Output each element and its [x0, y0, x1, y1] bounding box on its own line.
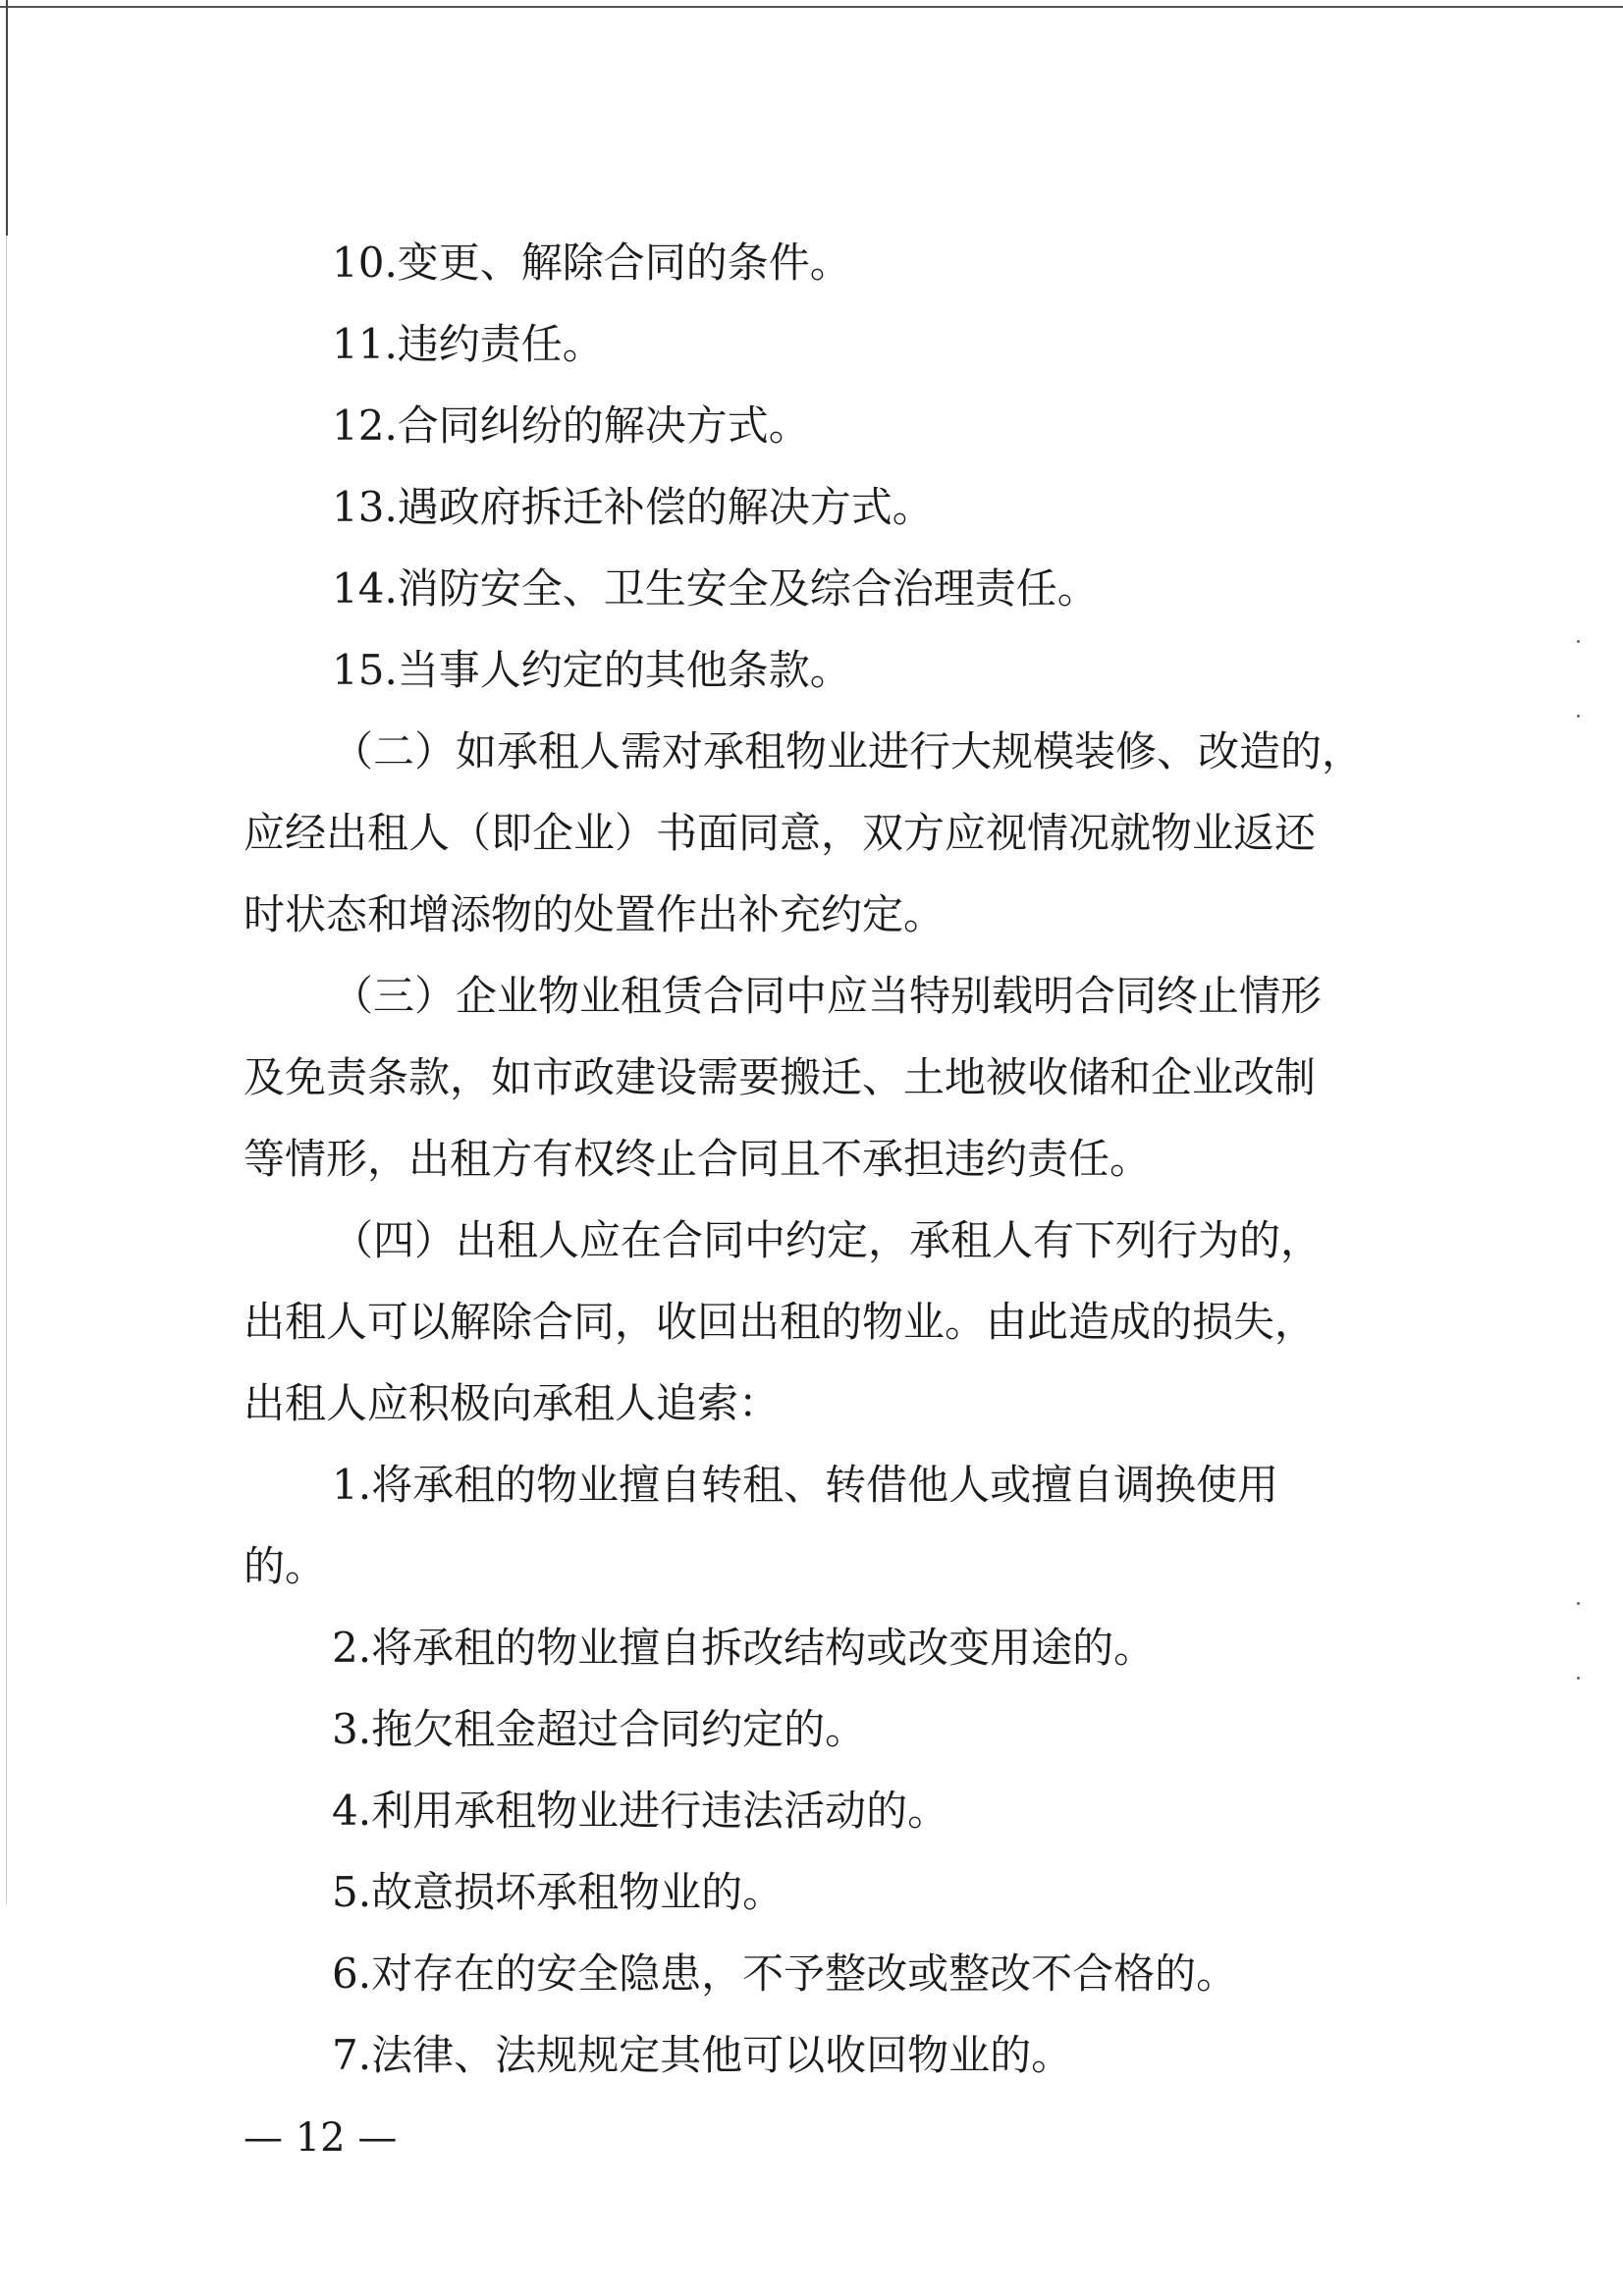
scan-speck — [1577, 640, 1580, 643]
list-item-line: 7.法律、法规规定其他可以收回物业的。 — [332, 2031, 1073, 2079]
list-item-line: 6.对存在的安全隐患，不予整改或整改不合格的。 — [332, 1949, 1238, 1998]
scan-left-border — [6, 0, 8, 236]
paragraph-line: 应经出租人（即企业）书面同意，双方应视情况就物业返还 — [243, 809, 1317, 857]
clause-line: 13.遇政府拆迁补偿的解决方式。 — [332, 483, 934, 531]
paragraph-line: （三）企业物业租赁合同中应当特别载明合同终止情形 — [332, 972, 1323, 1020]
scan-speck — [1577, 1677, 1580, 1680]
scan-speck — [1577, 715, 1580, 718]
scan-speck — [1577, 1602, 1580, 1605]
paragraph-line: 及免责条款，如市政建设需要搬迁、土地被收储和企业改制 — [243, 1053, 1317, 1101]
page-number: — 12 — — [243, 2115, 398, 2161]
list-item-line: 5.故意损坏承租物业的。 — [332, 1868, 784, 1916]
scan-top-border — [0, 6, 1623, 8]
clause-line: 15.当事人约定的其他条款。 — [332, 646, 851, 694]
list-item-line: 1.将承租的物业擅自转租、转借他人或擅自调换使用 — [332, 1461, 1279, 1509]
paragraph-line: 等情形，出租方有权终止合同且不承担违约责任。 — [243, 1135, 1152, 1183]
scan-left-border-faint — [6, 236, 7, 1904]
clause-line: 11.违约责任。 — [332, 320, 604, 368]
list-item-line: 4.利用承租物业进行违法活动的。 — [332, 1787, 949, 1835]
list-item-line: 的。 — [243, 1542, 327, 1590]
list-item-line: 3.拖欠租金超过合同约定的。 — [332, 1705, 867, 1753]
clause-line: 12.合同纠纷的解决方式。 — [332, 401, 810, 450]
paragraph-line: （二）如承租人需对承租物业进行大规模装修、改造的， — [332, 727, 1364, 775]
paragraph-line: 出租人可以解除合同，收回出租的物业。由此造成的损失， — [243, 1298, 1317, 1346]
clause-line: 14.消防安全、卫生安全及综合治理责任。 — [332, 564, 1099, 613]
clause-line: 10.变更、解除合同的条件。 — [332, 239, 851, 287]
paragraph-line: 出租人应积极向承租人追索： — [243, 1379, 781, 1427]
paragraph-line: 时状态和增添物的处置作出补充约定。 — [243, 890, 946, 938]
paragraph-line: （四）出租人应在合同中约定，承租人有下列行为的， — [332, 1216, 1323, 1264]
list-item-line: 2.将承租的物业擅自拆改结构或改变用途的。 — [332, 1624, 1156, 1672]
